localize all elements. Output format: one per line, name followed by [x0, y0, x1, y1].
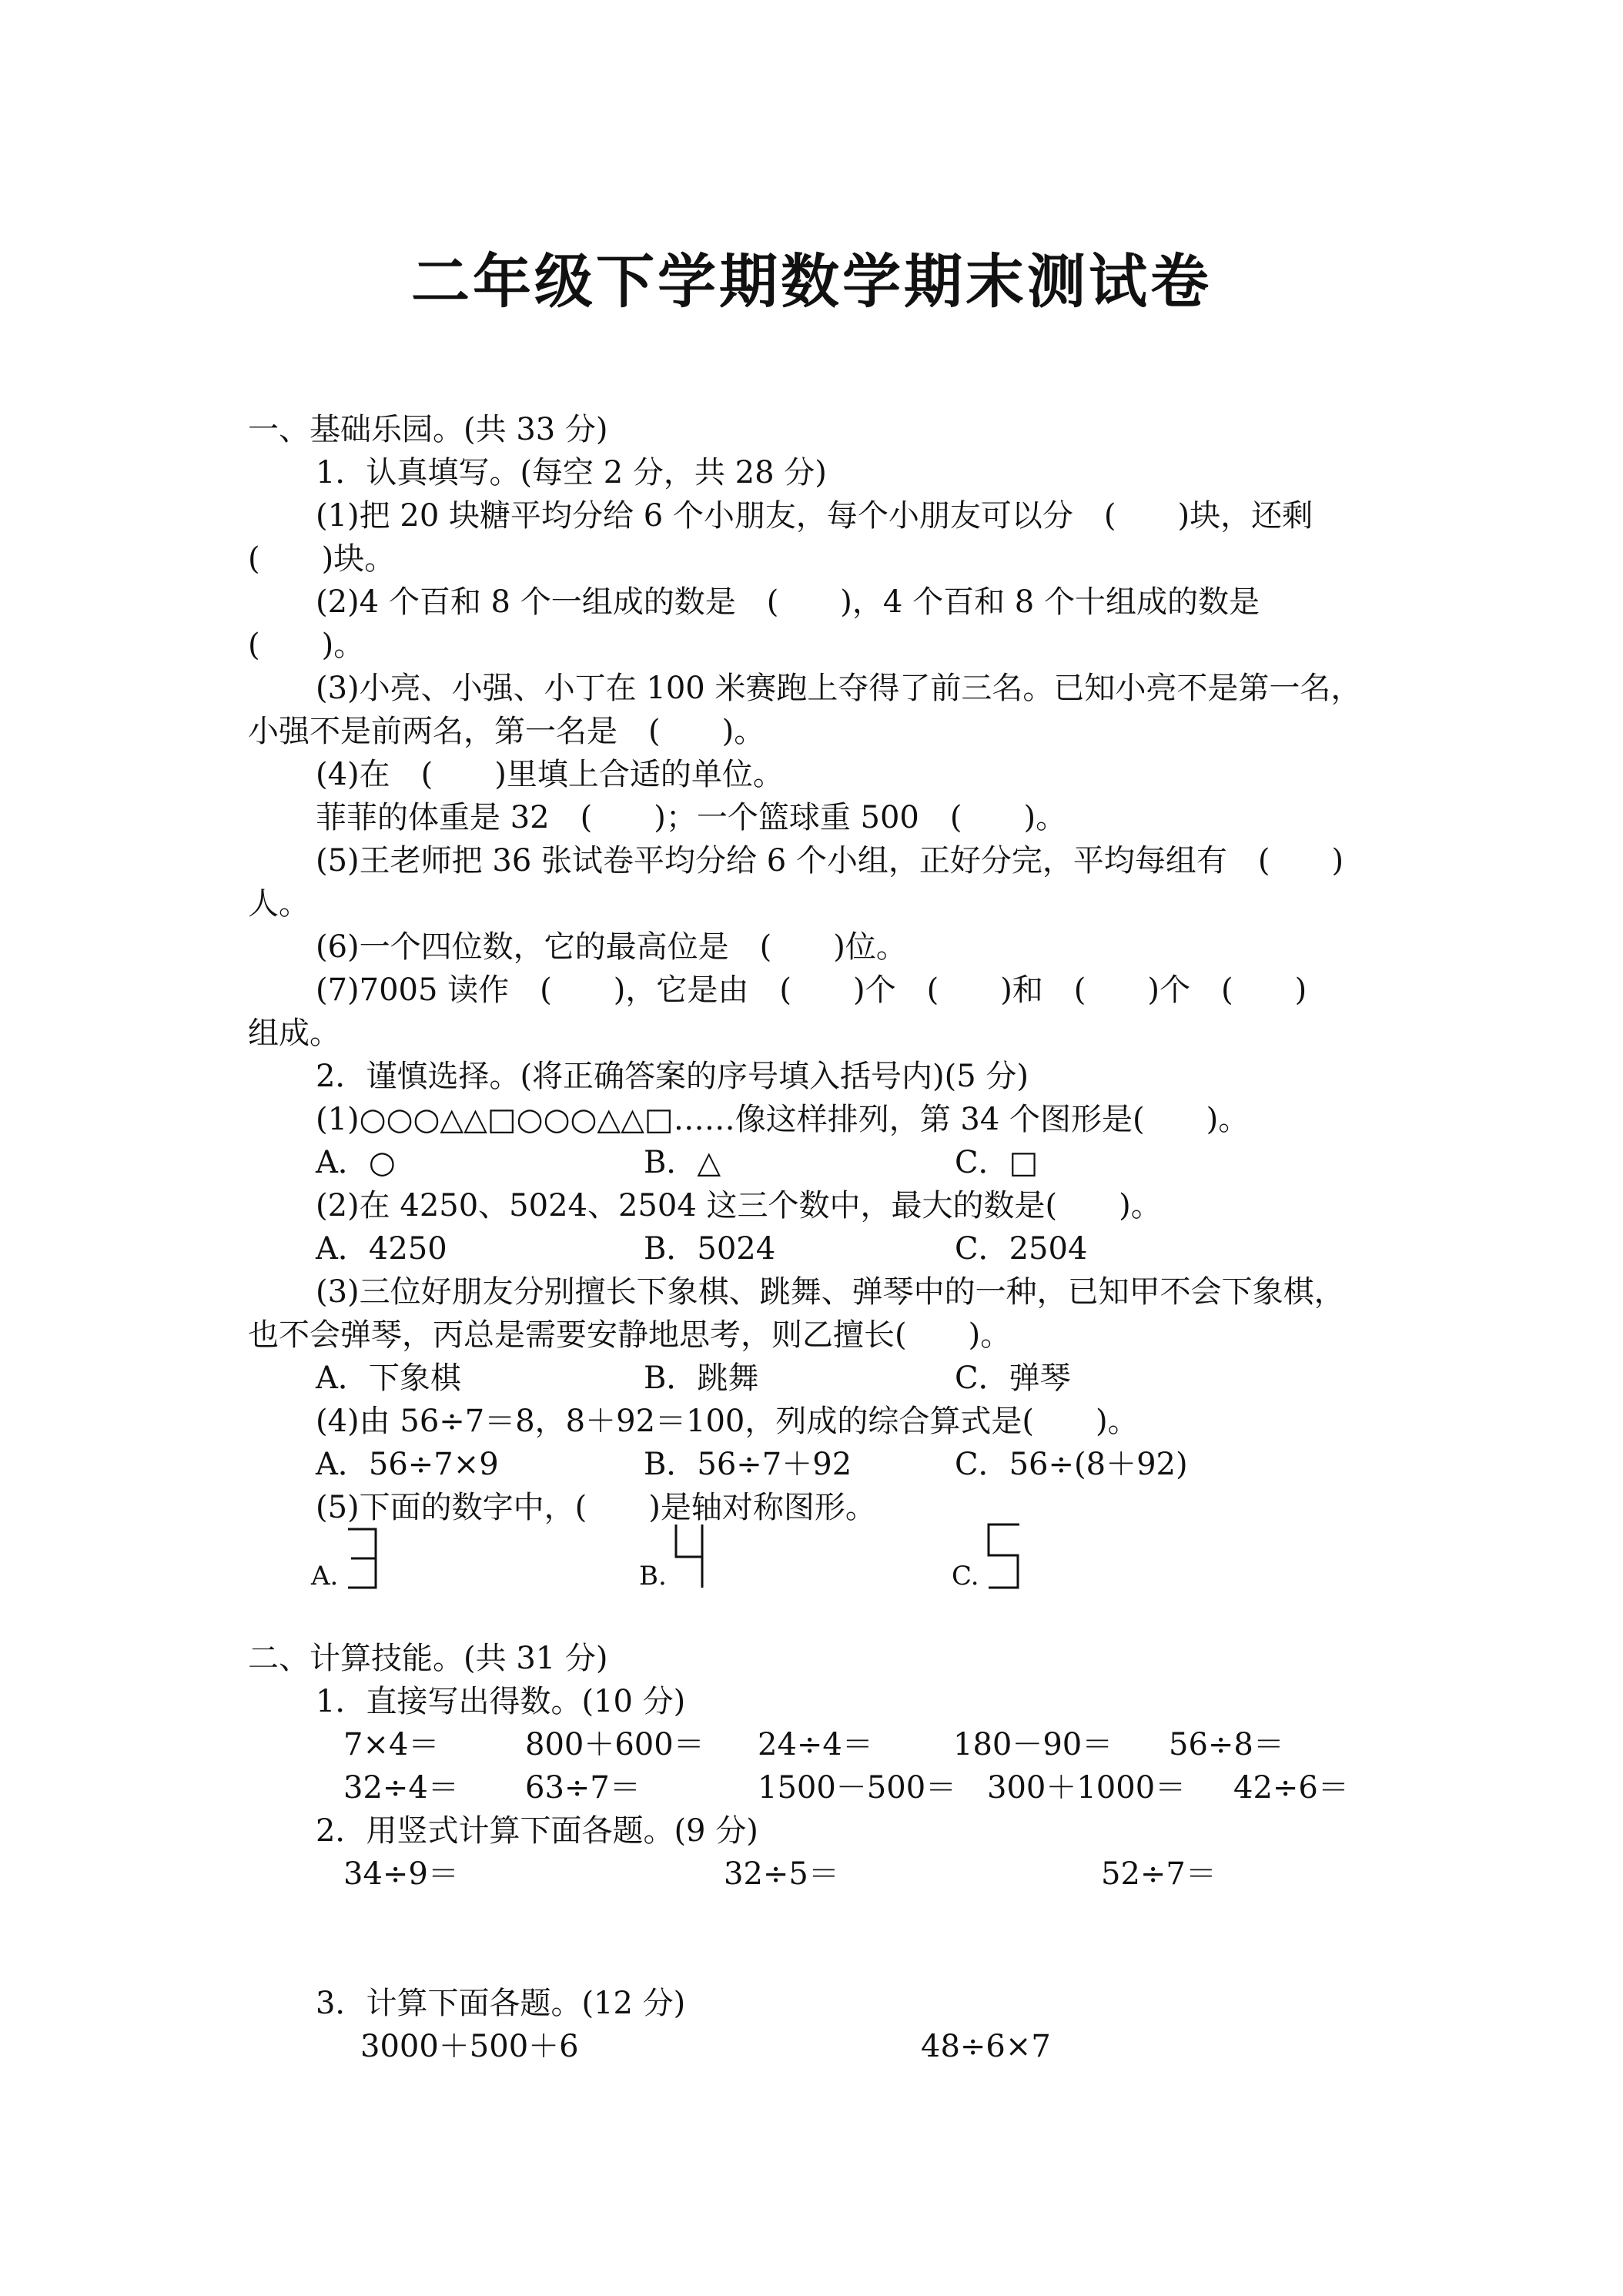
q2-item2-option-c: C．2504: [955, 1231, 1088, 1267]
q2-item4-option-b: B．56÷7＋92: [644, 1447, 852, 1482]
q2-item2: (2)在 4250、5024、2504 这三个数中，最大的数是( )。: [316, 1188, 1162, 1223]
q2-item5-option-a: A.: [311, 1561, 339, 1591]
calc-q1-problem: 1500－500＝: [758, 1770, 957, 1806]
calc-q1-problem: 300＋1000＝: [987, 1770, 1186, 1806]
calc-q2-heading: 2．用竖式计算下面各题。(9 分): [316, 1813, 758, 1849]
q1-item3-line2: 小强不是前两名，第一名是 ( )。: [248, 714, 765, 749]
q2-item5: (5)下面的数字中，( )是轴对称图形。: [316, 1490, 876, 1525]
q1-item4-line2: 菲菲的体重是 32 ( )；一个篮球重 500 ( )。: [316, 800, 1067, 835]
calc-q2-problem: 34÷9＝: [343, 1856, 459, 1892]
section1-heading: 一、基础乐园。(共 33 分): [248, 412, 608, 447]
q2-item1-option-c: C．□: [955, 1145, 1039, 1180]
q1-item1-line2: ( )块。: [248, 541, 396, 577]
q2-item4: (4)由 56÷7＝8，8＋92＝100，列成的综合算式是( )。: [316, 1404, 1139, 1439]
calc-q1-problem: 7×4＝: [343, 1727, 440, 1762]
q1-item5-line1: (5)王老师把 36 张试卷平均分给 6 个小组，正好分完，平均每组有 ( ): [316, 843, 1344, 879]
q1-item6-line1: (6)一个四位数，它的最高位是 ( )位。: [316, 929, 907, 965]
q2-item3-line2: 也不会弹琴，丙总是需要安静地思考，则乙擅长( )。: [248, 1317, 1012, 1353]
q2-item5-option-c: C.: [952, 1561, 979, 1591]
q2-item2-option-b: B．5024: [644, 1231, 776, 1267]
q2-item1-option-b: B．△: [644, 1145, 721, 1180]
calc-q1-heading: 1．直接写出得数。(10 分): [316, 1684, 686, 1719]
q2-item3-option-a: A．下象棋: [316, 1361, 461, 1396]
q2-item5-option-b: B.: [639, 1561, 667, 1591]
q2-item1: (1)○○○△△□○○○△△□……像这样排列，第 34 个图形是( )。: [316, 1102, 1250, 1137]
calc-q1-problem: 180－90＝: [953, 1727, 1113, 1762]
calc-q1-problem: 63÷7＝: [525, 1770, 641, 1806]
q2-item3-option-c: C．弹琴: [955, 1361, 1071, 1396]
q1-item2-line1: (2)4 个百和 8 个一组成的数是 ( )，4 个百和 8 个十组成的数是: [316, 584, 1260, 620]
calc-q1-problem: 56÷8＝: [1169, 1727, 1284, 1762]
q1-heading: 1．认真填写。(每空 2 分，共 28 分): [316, 455, 827, 490]
q2-item1-option-a: A．○: [316, 1145, 396, 1180]
q1-item1-line1: (1)把 20 块糖平均分给 6 个小朋友，每个小朋友可以分 ( )块，还剩: [316, 498, 1313, 534]
q1-item5-line2: 人。: [248, 886, 310, 922]
q1-item7-line2: 组成。: [248, 1016, 340, 1051]
q1-item4-line1: (4)在 ( )里填上合适的单位。: [316, 757, 784, 792]
calc-q1-problem: 24÷4＝: [758, 1727, 873, 1762]
q1-item7-line1: (7)7005 读作 ( )，它是由 ( )个 ( )和 ( )个 ( ): [316, 972, 1307, 1008]
q1-item3-line1: (3)小亮、小强、小丁在 100 米赛跑上夺得了前三名。已知小亮不是第一名，: [316, 671, 1362, 706]
calc-q1-problem: 800＋600＝: [525, 1727, 704, 1762]
calc-q2-problem: 32÷5＝: [724, 1856, 839, 1892]
q2-item3-option-b: B．跳舞: [644, 1361, 759, 1396]
q2-item2-option-a: A．4250: [316, 1231, 447, 1267]
q2-heading: 2．谨慎选择。(将正确答案的序号填入括号内)(5 分): [316, 1059, 1029, 1094]
calc-q2-problem: 52÷7＝: [1101, 1856, 1216, 1892]
calc-q1-problem: 42÷6＝: [1233, 1770, 1349, 1806]
section2-heading: 二、计算技能。(共 31 分): [248, 1641, 608, 1676]
calc-q3-problem: 3000＋500＋6: [360, 2029, 579, 2064]
digit-4-glyph: [671, 1521, 710, 1591]
calc-q3-problem: 48÷6×7: [921, 2029, 1051, 2064]
q2-item4-option-c: C．56÷(8＋92): [955, 1447, 1188, 1482]
calc-q3-heading: 3．计算下面各题。(12 分): [316, 1986, 686, 2021]
digit-3-glyph: [343, 1526, 382, 1591]
q2-item4-option-a: A．56÷7×9: [316, 1447, 499, 1482]
page-title: 二年级下学期数学期末测试卷: [411, 247, 1212, 316]
q2-item3-line1: (3)三位好朋友分别擅长下象棋、跳舞、弹琴中的一种，已知甲不会下象棋，: [316, 1274, 1345, 1310]
q1-item2-line2: ( )。: [248, 628, 365, 663]
calc-q1-problem: 32÷4＝: [343, 1770, 459, 1806]
digit-5-glyph: [984, 1521, 1026, 1591]
